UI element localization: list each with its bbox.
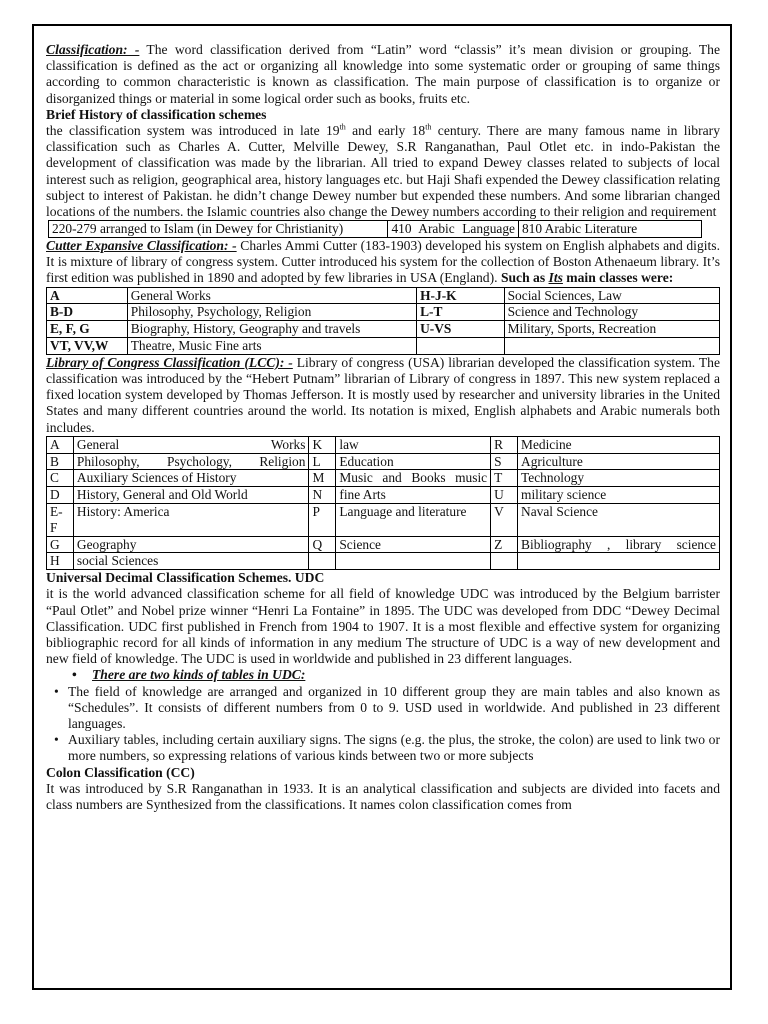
table-cell: 410 Arabic Language	[388, 221, 519, 238]
colon-paragraph: It was introduced by S.R Ranganathan in 1933. It is an analytical classification and subjects are divided into facets and class numbers are Synthesized from the classifications. It names colon classification comes from	[46, 780, 720, 813]
cutter-tail-b: main classes were:	[562, 270, 674, 286]
table-cell: Biography, History, Geography and travels	[127, 321, 416, 338]
table-cell: A	[47, 436, 74, 453]
table-cell: B-D	[47, 304, 128, 321]
classification-text: The word classification derived from “Latin” word “classis” it’s mean division or grouping. The classification is defined as the act or organizing all knowledge into some systematic order or grouping of same things according to common characteristic is known as classification. The main purpose of classification is to organize or disorganized things or material in some logical order such as books, fruits etc.	[46, 42, 720, 106]
table-cell: H-J-K	[417, 287, 504, 304]
table-cell: P	[309, 504, 336, 537]
table-cell: General Works	[127, 287, 416, 304]
table-row	[47, 321, 720, 338]
table-cell: H	[47, 553, 74, 570]
cutter-classes-table	[46, 287, 720, 355]
table-cell: VT, VV,W	[47, 338, 128, 355]
table-cell: Philosophy, Psychology, Religion	[127, 304, 416, 321]
cutter-tail-a: Such as	[500, 270, 549, 286]
table-cell	[518, 553, 720, 570]
history-sup-a: th	[339, 122, 346, 132]
table-cell: K	[309, 436, 336, 453]
table-cell	[504, 338, 719, 355]
table-cell: S	[491, 453, 518, 470]
table-cell: History, General and Old World	[73, 487, 309, 504]
table-row	[47, 304, 720, 321]
table-cell: Science	[336, 536, 491, 553]
table-cell: Geography	[73, 536, 309, 553]
udc-bullet-list	[46, 684, 720, 765]
colon-heading: Colon Classification (CC)	[46, 764, 195, 780]
table-row	[47, 487, 720, 504]
table-cell: social Sciences	[73, 553, 309, 570]
table-cell: Science and Technology	[504, 304, 719, 321]
table-cell: 220-279 arranged to Islam (in Dewey for Christianity)	[49, 221, 388, 238]
history-text-c: century. There are many famous name in library classification such as Charles A. Cutter, Melville Dewey, S.R Ranganathan, Paul Otlet etc. in indo-Pakistan the development of classification was made by the librarian. All tried to expand Dewey classes related to subjects of local interest such as religion, geographical area, history languages etc. but Haji Shafi expended the Dewey classification relating subject to interest of Pakistan. he didn’t change Dewey number but expended these numbers. And some librarian changed locations of the numbers. the Islamic countries also change the Dewey numbers according to their religion and requirement	[46, 123, 720, 220]
history-sup-b: th	[425, 122, 432, 132]
table-cell: Social Sciences, Law	[504, 287, 719, 304]
table-cell: L	[309, 453, 336, 470]
table-row	[47, 287, 720, 304]
table-cell: E, F, G	[47, 321, 128, 338]
table-cell: N	[309, 487, 336, 504]
table-cell: E-F	[47, 504, 74, 537]
table-row	[49, 221, 702, 238]
table-cell: Z	[491, 536, 518, 553]
table-cell: T	[491, 470, 518, 487]
table-cell: 810 Arabic Literature	[518, 221, 701, 238]
cutter-heading: Cutter Expansive Classification: -	[46, 238, 237, 254]
table-cell: Naval Science	[518, 504, 720, 537]
table-cell: D	[47, 487, 74, 504]
document-body	[46, 42, 720, 813]
table-cell: Medicine	[518, 436, 720, 453]
history-text-b: and early 18	[345, 123, 426, 139]
table-cell: R	[491, 436, 518, 453]
table-cell: M	[309, 470, 336, 487]
list-item: • The field of knowledge are arranged and organized in 10 different group they are main tables and also known as “Schedules”. It consists of different numbers from 0 to 9. USD used in worldwide. And published in 23 different languages.	[46, 684, 720, 733]
table-cell: Education	[336, 453, 491, 470]
udc-paragraph: it is the world advanced classification scheme for all field of knowledge UDC was introduced by the Belgium barrister “Paul Otlet” and Nobel prize winner “Henri La Fontaine” in 1895. The UDC was developed from DDC “Dewey Decimal Classification. UDC first published in French from 1904 to 1907. It is a most flexible and effective system for organizing bibliographic record for all kinds of information in any medium The structure of UDC is a way of new development and new field of knowledge. The UDC is used in worldwide and published in 23 different languages.	[46, 586, 720, 667]
table-row	[47, 436, 720, 453]
table-cell: Language and literature	[336, 504, 491, 537]
lcc-paragraph	[46, 355, 720, 436]
list-item: • Auxiliary tables, including certain auxiliary signs. The signs (e.g. the plus, the stroke, the colon) are used to link two or more numbers, so expressing relations of various kinds between two or more subjects	[46, 732, 720, 764]
cutter-tail-its: Its	[548, 270, 563, 286]
table-cell: A	[47, 287, 128, 304]
table-cell	[491, 553, 518, 570]
table-cell: L-T	[417, 304, 504, 321]
cutter-paragraph	[46, 238, 720, 287]
table-cell: G	[47, 536, 74, 553]
table-cell: Agriculture	[518, 453, 720, 470]
table-cell: Q	[309, 536, 336, 553]
table-cell: V	[491, 504, 518, 537]
table-cell: C	[47, 470, 74, 487]
table-row	[47, 453, 720, 470]
table-cell: Bibliography , library science	[518, 536, 720, 553]
lcc-heading: Library of Congress Classification (LCC): -	[46, 354, 293, 370]
lcc-classes-table	[46, 436, 720, 570]
table-cell: Philosophy, Psychology, Religion	[73, 453, 309, 470]
table-row	[47, 504, 720, 537]
table-cell: Auxiliary Sciences of History	[73, 470, 309, 487]
classification-paragraph	[46, 42, 720, 107]
udc-heading: Universal Decimal Classification Schemes. UDC	[46, 570, 325, 586]
table-cell	[336, 553, 491, 570]
table-cell: Music and Books music	[336, 470, 491, 487]
dewey-islam-table	[48, 220, 702, 238]
history-text-a: the classification system was introduced in late 19	[46, 123, 340, 139]
table-cell: History: America	[73, 504, 309, 537]
table-cell: Technology	[518, 470, 720, 487]
table-cell: Military, Sports, Recreation	[504, 321, 719, 338]
table-cell: military science	[518, 487, 720, 504]
history-heading: Brief History of classification schemes	[46, 106, 267, 122]
table-cell: B	[47, 453, 74, 470]
history-paragraph	[46, 123, 720, 220]
table-cell: U	[491, 487, 518, 504]
table-cell	[309, 553, 336, 570]
classification-heading: Classification: -	[46, 42, 140, 57]
cutter-text: Charles Ammi Cutter (183-1903) developed his system on English alphabets and digits. It is mixture of library of congress system. Cutter introduced his system for the collection of Boston Athenaeum library. It’s first edition was published in 1890 and adopted by few libraries in USA (England).	[46, 238, 720, 286]
table-cell: law	[336, 436, 491, 453]
lcc-text: Library of congress (USA) librarian developed the classification system. The classification was introduced by the “Hebert Putnam” librarian of Library of congress in 1897. This new system replaced a fixed location system developed by Thomas Jefferson. It is mostly used by researcher and university libraries in the United States and many different countries around the world. Its notation is mixed, English alphabets and Arabic numerals both includes.	[46, 354, 720, 435]
table-row	[47, 470, 720, 487]
table-cell: Theatre, Music Fine arts	[127, 338, 416, 355]
table-row	[47, 338, 720, 355]
table-cell: U-VS	[417, 321, 504, 338]
table-row	[47, 553, 720, 570]
table-row	[47, 536, 720, 553]
table-cell: General Works	[73, 436, 309, 453]
table-cell	[417, 338, 504, 355]
udc-tables-heading: • There are two kinds of tables in UDC:	[46, 667, 720, 683]
table-cell: fine Arts	[336, 487, 491, 504]
